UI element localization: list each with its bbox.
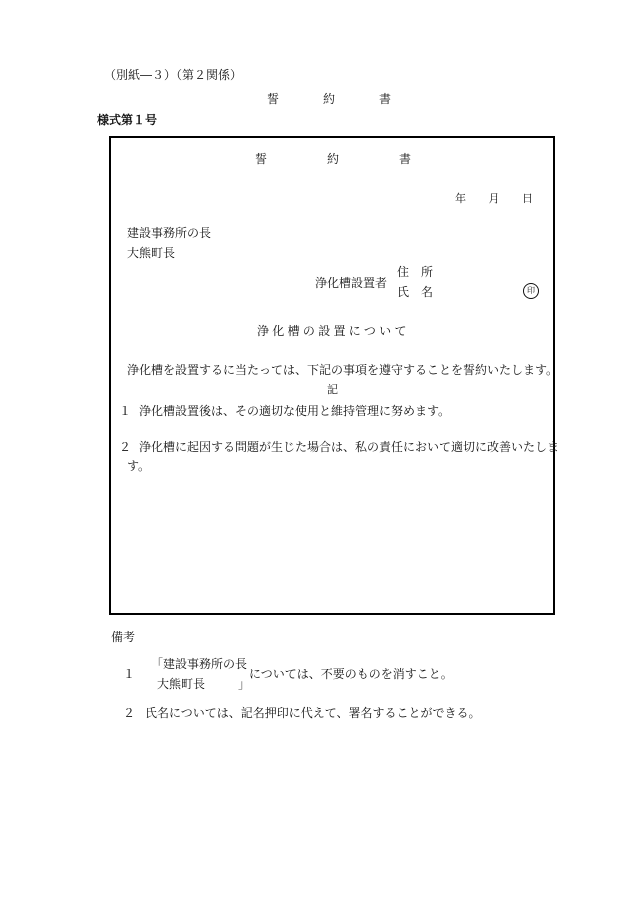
date-line [455, 190, 533, 206]
pledge-statement: 浄化槽を設置するに当たっては、下記の事項を遵守することを誓約いたします。 [127, 363, 559, 377]
form-title-char: 書 [398, 152, 411, 166]
seal-mark: 印 [523, 283, 539, 299]
title-char: 誓 [267, 92, 280, 106]
ki-heading: 記 [327, 383, 338, 396]
note-1-tail: については、不要のものを消すこと。 [249, 667, 453, 681]
form-title-char: 約 [326, 152, 339, 166]
form-title-char: 誓 [255, 152, 268, 166]
address-label: 住 所 [397, 265, 434, 279]
note-1-open: 「建設事務所の長 [151, 657, 248, 671]
form-title [255, 150, 411, 167]
form-label: 様式第１号 [97, 113, 158, 127]
date-month: 月 [488, 192, 500, 205]
note-2-text: 氏名については、記名押印に代えて、署名することができる。 [145, 706, 481, 720]
item-2-continuation: す。 [127, 459, 151, 473]
note-1-close: 」 [238, 677, 251, 691]
name-label: 氏 名 [397, 285, 434, 299]
recipient-1: 建設事務所の長 [127, 226, 212, 240]
note-1-number: １ [123, 667, 136, 681]
reference-text: （別紙―３）（第２関係） [104, 68, 243, 82]
notes-heading: 備考 [111, 630, 136, 644]
item-2-number: ２ [119, 440, 132, 454]
item-1-text: 浄化槽設置後は、その適切な使用と維持管理に努めます。 [139, 404, 451, 418]
title-char: 書 [378, 92, 391, 106]
item-2-text: 浄化槽に起因する問題が生じた場合は、私の責任において適切に改善いたしま [139, 440, 560, 454]
applicant-label: 浄化槽設置者 [315, 276, 388, 290]
item-1-number: １ [119, 404, 132, 418]
recipient-2: 大熊町長 [127, 246, 176, 260]
date-day: 日 [522, 192, 533, 205]
subject-line: 浄化槽の設置について [257, 324, 410, 338]
note-1-second: 大熊町長 [157, 677, 206, 691]
title-char: 約 [322, 92, 335, 106]
document-title [267, 90, 391, 107]
date-year: 年 [455, 192, 466, 205]
note-2-number: ２ [123, 706, 136, 720]
